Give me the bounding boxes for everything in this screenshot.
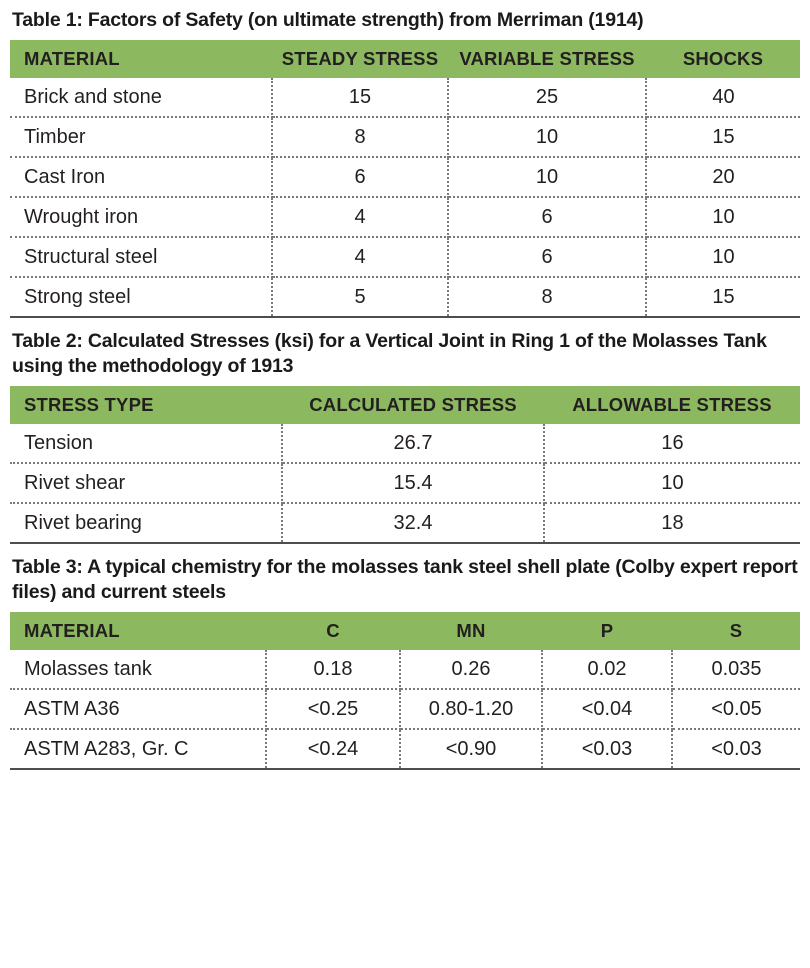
cell-variable-stress: 6 [448, 197, 646, 237]
cell-shocks: 20 [646, 157, 800, 197]
table-row [10, 157, 800, 197]
table-3-col-s: S [672, 612, 800, 650]
table-3-col-p: P [542, 612, 672, 650]
table-1-col-shocks: SHOCKS [646, 40, 800, 78]
table-3-body [10, 650, 800, 769]
table-3-caption: Table 3: A typical chemistry for the molasses tank steel shell plate (Colby expert report files) and current steels [12, 556, 798, 603]
cell-shocks: 40 [646, 78, 800, 117]
table-2-col-allowable-stress: ALLOWABLE STRESS [544, 386, 800, 424]
cell-material: ASTM A283, Gr. C [10, 729, 266, 769]
cell-shocks: 15 [646, 277, 800, 317]
table-row [10, 237, 800, 277]
table-header-row [10, 40, 800, 78]
cell-p: 0.02 [542, 650, 672, 689]
cell-steady-stress: 5 [272, 277, 448, 317]
table-row [10, 117, 800, 157]
cell-shocks: 15 [646, 117, 800, 157]
cell-s: <0.05 [672, 689, 800, 729]
cell-material: Wrought iron [10, 197, 272, 237]
cell-shocks: 10 [646, 197, 800, 237]
table-1-col-variable-stress: VARIABLE STRESS [448, 40, 646, 78]
table-row [10, 650, 800, 689]
cell-mn: <0.90 [400, 729, 542, 769]
cell-variable-stress: 6 [448, 237, 646, 277]
cell-variable-stress: 25 [448, 78, 646, 117]
cell-stress-type: Tension [10, 424, 282, 463]
table-2-col-stress-type: STRESS TYPE [10, 386, 282, 424]
table-1-head [10, 40, 800, 78]
cell-variable-stress: 10 [448, 157, 646, 197]
table-header-row [10, 386, 800, 424]
cell-calculated-stress: 15.4 [282, 463, 544, 503]
table-row [10, 729, 800, 769]
table-3-block [10, 555, 800, 770]
cell-mn: 0.26 [400, 650, 542, 689]
cell-steady-stress: 8 [272, 117, 448, 157]
table-1-col-material: MATERIAL [10, 40, 272, 78]
table-1-caption: Table 1: Factors of Safety (on ultimate strength) from Merriman (1914) [12, 9, 644, 31]
cell-material: Strong steel [10, 277, 272, 317]
cell-steady-stress: 6 [272, 157, 448, 197]
cell-c: <0.25 [266, 689, 400, 729]
table-row [10, 424, 800, 463]
cell-p: <0.04 [542, 689, 672, 729]
cell-c: <0.24 [266, 729, 400, 769]
cell-calculated-stress: 32.4 [282, 503, 544, 543]
table-row [10, 277, 800, 317]
table-3-col-material: MATERIAL [10, 612, 266, 650]
cell-allowable-stress: 18 [544, 503, 800, 543]
cell-calculated-stress: 26.7 [282, 424, 544, 463]
table-2-col-calculated-stress: CALCULATED STRESS [282, 386, 544, 424]
table-2-body [10, 424, 800, 543]
table-row [10, 78, 800, 117]
cell-material: Molasses tank [10, 650, 266, 689]
table-3 [10, 612, 800, 770]
cell-variable-stress: 8 [448, 277, 646, 317]
table-row [10, 503, 800, 543]
cell-allowable-stress: 10 [544, 463, 800, 503]
table-row [10, 689, 800, 729]
table-row [10, 197, 800, 237]
cell-material: Timber [10, 117, 272, 157]
table-2 [10, 386, 800, 544]
cell-allowable-stress: 16 [544, 424, 800, 463]
table-1 [10, 40, 800, 318]
table-3-col-mn: MN [400, 612, 542, 650]
cell-steady-stress: 15 [272, 78, 448, 117]
cell-material: Structural steel [10, 237, 272, 277]
cell-material: Brick and stone [10, 78, 272, 117]
table-3-head [10, 612, 800, 650]
cell-steady-stress: 4 [272, 237, 448, 277]
cell-material: Cast Iron [10, 157, 272, 197]
cell-c: 0.18 [266, 650, 400, 689]
table-1-block [10, 8, 800, 318]
table-header-row [10, 612, 800, 650]
cell-shocks: 10 [646, 237, 800, 277]
cell-variable-stress: 10 [448, 117, 646, 157]
cell-p: <0.03 [542, 729, 672, 769]
cell-s: <0.03 [672, 729, 800, 769]
table-3-col-c: C [266, 612, 400, 650]
cell-material: ASTM A36 [10, 689, 266, 729]
table-2-caption: Table 2: Calculated Stresses (ksi) for a Vertical Joint in Ring 1 of the Molasses Tank using the methodology of 1913 [12, 330, 767, 377]
cell-stress-type: Rivet shear [10, 463, 282, 503]
cell-mn: 0.80-1.20 [400, 689, 542, 729]
table-row [10, 463, 800, 503]
table-2-head [10, 386, 800, 424]
cell-s: 0.035 [672, 650, 800, 689]
table-1-col-steady-stress: STEADY STRESS [272, 40, 448, 78]
cell-steady-stress: 4 [272, 197, 448, 237]
table-2-block [10, 329, 800, 544]
cell-stress-type: Rivet bearing [10, 503, 282, 543]
table-1-body [10, 78, 800, 317]
